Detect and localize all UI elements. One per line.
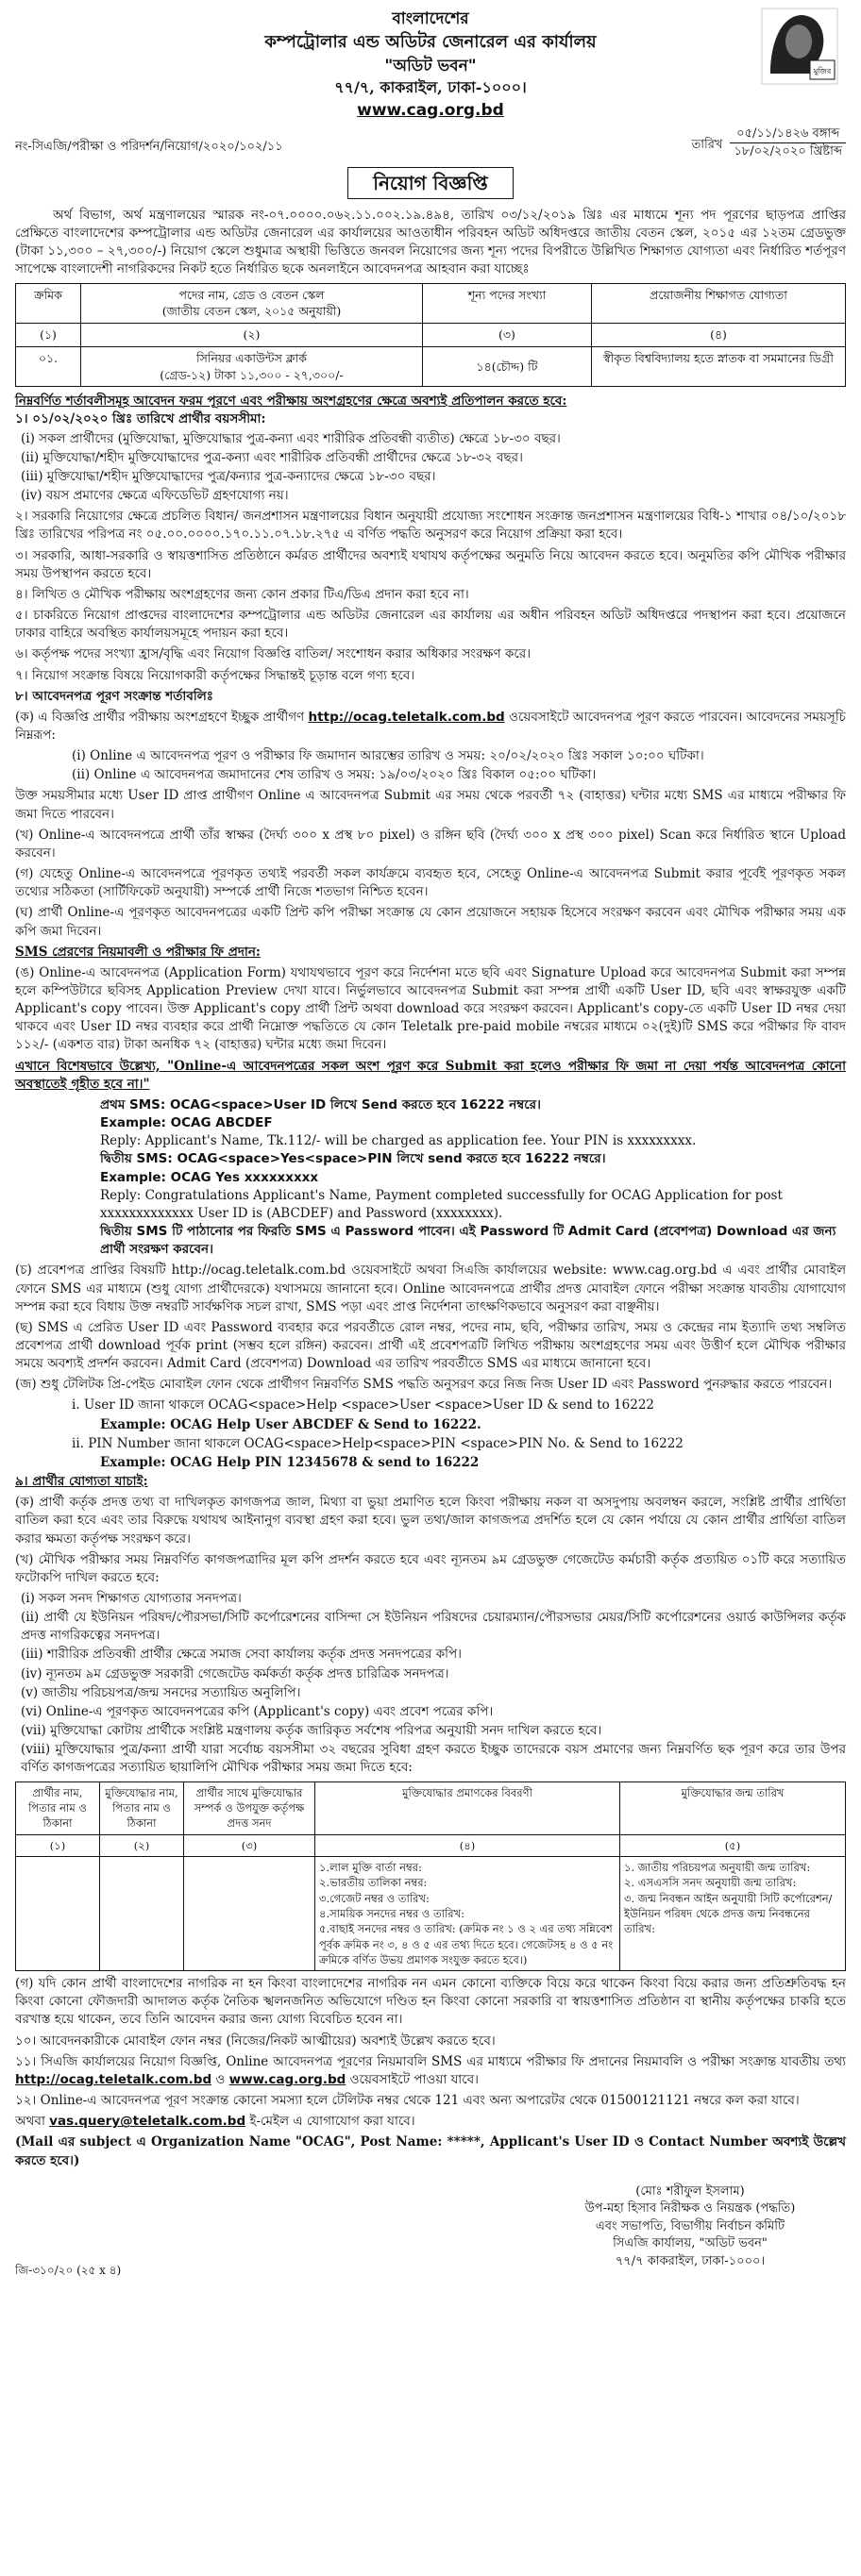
ff-table-header: মুক্তিযোদ্ধার নাম, পিতার নাম ও ঠিকানা (100, 1781, 184, 1834)
ff-table-colnum: (৫) (620, 1834, 846, 1856)
condition-item: ৬। কর্তৃপক্ষ পদের সংখ্যা হ্রাস/বৃদ্ধি এবং নিয়োগ বিজ্ঞপ্তি বাতিল/ সংশোধন করার অধিকার সংরক্ষণ করে। (15, 646, 532, 662)
closing-item-11 (15, 2053, 846, 2089)
application-ka (15, 709, 846, 744)
ff-proof-cell (315, 1856, 620, 1970)
sms-instructions (100, 1096, 846, 1259)
age-rule: (ii) মুক্তিযোদ্ধা/শহীদ মুক্তিযোদ্ধাদের পুত্র-কন্যা এবং শারীরিক প্রতিবন্ধী প্রার্থীদের ক্ষেত্রে ১৮-৩২ বছর। (21, 449, 523, 465)
print-code: জি-৩১০/২০ (২৫ x ৪) (15, 2264, 122, 2277)
sms-rules-title: SMS প্রেরণের নিয়মাবলী ও পরীক্ষার ফি প্রদান: (15, 944, 261, 960)
signature-block (534, 2183, 846, 2270)
ff-table-colnum: (৪) (315, 1834, 620, 1856)
email-prefix: অথবা (15, 2114, 45, 2130)
age-heading: ১। ০১/০২/২০২০ খ্রিঃ তারিখে প্রার্থীর বয়সসীমা: (15, 411, 266, 427)
post-name-cell (81, 346, 423, 387)
document-item: (iii) শারীরিক প্রতিবন্ধী প্রার্থীর ক্ষেত্রে সমাজ সেবা কার্যালয় কর্তৃক প্রদত্ত সনদপত্রের কপি। (21, 1647, 462, 1663)
table-row (16, 1856, 846, 1970)
application-umo: (ঙ) Online-এ আবেদনপত্র (Application Form) যথাযথভাবে পূরণ করে নির্দেশনা মতে ছবি এবং Signature Upload করে আবেদনপত্র Submit করা সম্পন্ন হলে কম্পিউটারে ছবিসহ Application Preview দেখা যাবে। নির্ভুলভাবে আবেদনপত্র Submit করা সম্পন্ন প্রার্থী একটি User ID, ছবি এবং স্বাক্ষরযুক্ত একটি Applicant's copy পাবেন। উক্ত Applicant's copy প্রার্থী প্রিন্ট অথবা download করে সংরক্ষণ করবেন। Applicant's copy-তে একটি User ID নম্বর দেয়া থাকবে এবং User ID নম্বর ব্যবহার করে প্রার্থী নিম্নোক্ত পদ্ধতিতে যে কোন Teletalk pre-paid mobile নম্বরের মাধ্যমে ০২(দুই)টি SMS করে পরীক্ষার ফি বাবদ ১১২/- (একশত বার) টাকা অনধিক ৭২ (বাহাত্তর) ঘন্টার মধ্যে জমা দিবেন। (15, 964, 846, 1053)
post-table-header: পদের নাম, গ্রেড ও বেতন স্কেল (জাতীয় বেতন স্কেল, ২০১৫ অনুযায়ী) (81, 283, 423, 324)
office-header (15, 8, 846, 122)
memo-number: নং-সিএজি/পরীক্ষা ও পরিদর্শন/নিয়োগ/২০২০/১০২/১১ (15, 139, 283, 154)
conditions-heading: নিম্নবর্ণিত শর্তাবলীসমূহ আবেদন ফরম পূরণে এবং পরীক্ষায় অংশগ্রহণের ক্ষেত্রে অবশ্যই প্রতিপালন করতে হবে: (15, 393, 567, 410)
document-item: (iv) ন্যূনতম ৯ম গ্রেডভুক্ত সরকারী গেজেটেড কর্মকর্তা কর্তৃক প্রদত্ত চারিত্রিক সনদপত্র। (21, 1665, 449, 1681)
ff-empty-cell (184, 1856, 315, 1970)
application-gha: (ঘ) প্রার্থী Online-এ পূরণকৃত আবেদনপত্রের একটি প্রিন্ট কপি পরীক্ষা সংক্রান্ত যে কোন প্রয়োজনে সহায়ক হিসেবে সংরক্ষণ করবেন এবং মৌখিক পরীক্ষার সময় এক কপি জমা দিবেন। (15, 905, 847, 939)
application-ka-suffix: ওয়েবসাইটে আবেদনপত্র পূরণ করতে পারবেন। আবেদনের সময়সূচি নিম্নরূপ: (15, 709, 846, 743)
eligibility-kha: (খ) মৌখিক পরীক্ষার সময় নিম্নবর্ণিত কাগজপত্রাদির মূল কপি প্রদর্শন করতে হবে এবং ন্যূনতম ৯ম গ্রেডভুক্ত গেজেটেড কর্মচারী কর্তৃক প্রত্যয়িত ০১টি করে সত্যায়িত ফটোকপি দাখিল করতে হবে: (15, 1551, 846, 1585)
condition-item: ৫। চাকরিতে নিয়োগ প্রাপ্তদের বাংলাদেশের কম্পট্রোলার এন্ড অডিটর জেনারেল এর কার্যালয় এর অধীন পরিবহন অডিট অধিদপ্তরে পদস্থাপন করা হবে। প্রয়োজনে ঢাকার বাহিরে অবস্থিত কার্যালয়সমূহে পদায়ন করা হবে। (15, 608, 846, 642)
header-address: ৭৭/৭, কাকরাইল, ঢাকা-১০০০। (334, 77, 527, 96)
post-qualification: স্বীকৃত বিশ্ববিদ্যালয় হতে স্নাতক বা সমমানের ডিগ্রী (592, 346, 846, 387)
freedom-fighter-table (15, 1781, 846, 1972)
ff-proof-item: ২.ভারতীয় তালিকা নম্বর: (319, 1876, 428, 1890)
ff-table-colnum: (২) (100, 1834, 184, 1856)
ff-table-header: মুক্তিযোদ্ধার জন্ম তারিখ (620, 1781, 846, 1834)
ff-proof-item: ৫.বাছাই সনদের নম্বর ও তারিখ: (ক্রমিক নং ১ ও ২ এর তথ্য সন্নিবেশ পূর্বক ক্রমিক নং ৩, ৪ ও ৫ এর তথ্য দিতে হবে। গেজেটসহ ৪ ও ৫ নং ক্রমিকে বর্ণিত উভয় প্রমাণক সংযুক্ত করতে হবে।) (319, 1922, 614, 1966)
document-item: (i) সকল সনদ শিক্ষাগত যোগ্যতার সনদপত্র। (21, 1591, 242, 1606)
ff-birth-item: ২. এসএসসি সনদ অনুযায়ী জন্ম তারিখ: (624, 1876, 797, 1890)
condition-item: ৪। লিখিত ও মৌখিক পরীক্ষায় অংশগ্রহণের জন্য কোন প্রকার টিএ/ডিএ প্রদান করা হবে না। (15, 586, 469, 602)
post-grade: (গ্রেড-১২) টাকা ১১,৩০০ - ২৭,৩০০/- (160, 367, 344, 382)
signatory-address: ৭৭/৭ কাকরাইল, ঢাকা-১০০০। (615, 2253, 766, 2268)
notice-title: নিয়োগ বিজ্ঞপ্তি (347, 167, 514, 199)
ff-empty-cell (100, 1856, 184, 1970)
notice-page (15, 0, 846, 2279)
sms2-note: দ্বিতীয় SMS টি পাঠানোর পর ফিরতি SMS এ Password পাবেন। এই Password টি Admit Card (প্রবেশপত্র) Download এর জন্য প্রার্থী সংরক্ষণ করবেন। (100, 1224, 836, 1258)
age-rule: (iv) বয়স প্রমাণের ক্ষেত্রে এফিডেভিট গ্রহণযোগ্য নয়। (21, 488, 289, 504)
ff-proof-item: ১.লাল মুক্তি বার্তা নম্বর: (319, 1860, 422, 1874)
application-kha: (খ) Online-এ আবেদনপত্রে প্রার্থী তাঁর স্বাক্ষর (দৈর্ঘ্য ৩০০ x প্রস্থ ৮০ pixel) ও রঙ্গিন ছবি (দৈর্ঘ্য ৩০০ x প্রস্থ ৩০০ pixel) Scan করে নির্ধারিত স্থানে Upload করবেন। (15, 827, 846, 861)
condition-item: ৮। আবেদনপত্র পূরণ সংক্রান্ত শর্তাবলিঃ (15, 688, 213, 704)
application-cha: (চ) প্রবেশপত্র প্রাপ্তির বিষয়টি http://ocag.teletalk.com.bd ওয়েবসাইটে অথবা সিএজি কার্যালয়ের website: www.cag.org.bd এ এবং প্রার্থীর মোবাইল ফোনে SMS এর মাধ্যমে (শুধু যোগ্য প্রার্থীদেরকে) যথাসময়ে জানানো হবে। Online আবেদনপত্রে প্রার্থীর প্রদত্ত মোবাইল ফোনে পরীক্ষা সংক্রান্ত যাবতীয় যোগাযোগ সম্পন্ন করা হবে বিধায় উক্ত নম্বরটি সার্বক্ষণিক সচল রাখা, SMS পড়া এবং প্রাপ্ত নির্দেশনা তাৎক্ষণিকভাবে অনুসরণ করা বাঞ্ছনীয়। (15, 1263, 846, 1314)
cag-website-link[interactable]: www.cag.org.bd (228, 2071, 346, 2087)
age-rule: (iii) মুক্তিযোদ্ধা/শহীদ মুক্তিযোদ্ধাদের পুত্র/কন্যার পুত্র-কন্যাদের ক্ষেত্রে ১৮-৩০ বছর। (21, 468, 436, 484)
fee-warning: এখানে বিশেষভাবে উল্লেখ্য, "Online-এ আবেদনপত্রের সকল অংশ পূরণ করে Submit করা হলেও পরীক্ষার ফি জমা না দেয়া পর্যন্ত আবেদনপত্র কোনো অবস্থাতেই গৃহীত হবে না।" (15, 1058, 846, 1092)
post-table-header: প্রয়োজনীয় শিক্ষাগত যোগ্যতা (592, 283, 846, 324)
ff-table-colnum: (৩) (184, 1834, 315, 1856)
sms2-reply: Reply: Congratulations Applicant's Name, Payment completed successfully for OCAG Application for post xxxxxxxxxxxxx User ID is (ABCDEF) and Password (xxxxxxxx). (100, 1187, 783, 1221)
eligibility-heading: ৯। প্রার্থীর যোগ্যতা যাচাই: (15, 1474, 148, 1490)
ff-proof-item: ৪.সাময়িক সনদের নম্বর ও তারিখ: (319, 1906, 465, 1920)
support-email-line (15, 2113, 846, 2131)
application-chha: (ছ) SMS এ প্রেরিত User ID এবং Password ব্যবহার করে পরবর্তীতে রোল নম্বর, পদের নাম, ছবি, পরীক্ষার তারিখ, সময় ও কেন্দ্রের নাম ইত্যাদি তথ্য সম্বলিত প্রবেশপত্র প্রার্থী download পূর্বক print (সম্ভব হলে রঙ্গিন) করবেন। প্রার্থী এই প্রবেশপত্রটি লিখিত পরীক্ষায় অংশগ্রহণের সময় এবং উত্তীর্ণ হলে মৌখিক পরীক্ষার সময়ে অবশ্যই প্রদর্শন করবেন। Admit Card (প্রবেশপত্র) Download এর তারিখ পরবর্তীতে SMS এর মাধ্যমে জানানো হবে। (15, 1319, 846, 1372)
date-label: তারিখ (691, 137, 723, 152)
recover-pin: ii. PIN Number জানা থাকলে OCAG<space>Help<space>PIN <space>PIN No. & Send to 16222 (72, 1435, 684, 1451)
sms-deadline-note: উক্ত সময়সীমার মধ্যে User ID প্রাপ্ত প্রার্থীগণ Online এ আবেদনপত্র Submit এর সময় থেকে পরবর্তী ৭২ (বাহাত্তর) ঘন্টার মধ্যে SMS এর মাধ্যমে পরীক্ষার ফি জমা দিতে পারবেন। (15, 788, 846, 822)
post-vacancy: ১৪(চৌদ্দ) টি (423, 346, 592, 387)
ff-table-colnum: (১) (16, 1834, 100, 1856)
date-bangla: ০৫/১১/১৪২৬ বঙ্গাব্দ (730, 125, 846, 143)
post-table-colnum: (১) (16, 324, 81, 347)
ff-birth-item: ১. জাতীয় পরিচয়পত্র অনুযায়ী জন্ম তারিখ: (624, 1860, 811, 1874)
closing-item: ১২। Online-এ আবেদনপত্র পূরণ সংক্রান্ত কোনো সমস্যা হলে টেলিটক নম্বর থেকে 121 এবং অন্য অপারেটর থেকে 01500121121 নম্বরে কল করা যাবে। (15, 2093, 800, 2109)
signatory-role: এবং সভাপতি, বিভাগীয় নির্বাচন কমিটি (595, 2218, 785, 2233)
ff-empty-cell (16, 1856, 100, 1970)
item11-suffix: ওয়েবসাইটে পাওয়া যাবে। (349, 2071, 479, 2087)
header-country: বাংলাদেশের (392, 9, 469, 28)
age-rule: (i) সকল প্রার্থীদের (মুক্তিযোদ্ধা, মুক্তিযোদ্ধার পুত্র-কন্যা এবং শারীরিক প্রতিবন্ধী ব্যতীত) ক্ষেত্রে ১৮-৩০ বছর। (21, 430, 561, 446)
date-block (692, 125, 847, 161)
post-table-colnum: (২) (81, 324, 423, 347)
sms2-example: Example: OCAG Yes xxxxxxxxx (100, 1169, 319, 1185)
post-serial: ০১. (16, 346, 81, 387)
post-table-colnum: (৩) (423, 324, 592, 347)
signatory-name: (মোঃ শরীফুল ইসলাম) (635, 2183, 745, 2199)
ff-proof-item: ৩.গেজেট নম্বর ও তারিখ: (319, 1891, 430, 1905)
ff-table-header: মুক্তিযোদ্ধার প্রমাণকের বিবরণী (315, 1781, 620, 1834)
condition-item: ২। সরকারি নিয়োগের ক্ষেত্রে প্রচলিত বিধান/ জনপ্রশাসন মন্ত্রণালয়ের বিধান অনুযায়ী প্রযোজ্য সংশোধন সংক্রান্ত জনপ্রশাসন মন্ত্রণালয়ের বিধি-১ শাখার ০৪/১০/২০১৮ খ্রিঃ তারিখের পরিপত্র নং ০৫.০০.০০০০.১৭০.১১.০৭.১৮.২৭৫ এ বর্ণিত পদ্ধতি অনুসরণ করে নিয়োগ প্রক্রিয়া করা হবে। (15, 509, 846, 543)
support-email-link[interactable]: vas.query@teletalk.com.bd (49, 2114, 246, 2130)
sms1-label: প্রথম SMS: OCAG<space>User ID লিখে Send করতে হবে 16222 নম্বরে। (100, 1096, 541, 1112)
document-item: (viii) মুক্তিযোদ্ধার পুত্র/কন্যা প্রার্থী যারা সর্বোচ্চ বয়সসীমা ৩২ বছরের সুবিধা গ্রহণ করতে ইচ্ছুক তাদেরকে বয়স প্রমাণের জন্য নিম্নবর্ণিত ছক পূরণ করে তার উপর বর্ণিত কাগজপত্রের সত্যায়িত ছায়ালিপি মৌখিক পরীক্ষার সময় জমা দিতে হবে: (21, 1742, 846, 1776)
recover-pin-example: Example: OCAG Help PIN 12345678 & send to 16222 (100, 1454, 480, 1470)
post-table-colnum: (৪) (592, 324, 846, 347)
condition-item: ৭। নিয়োগ সংক্রান্ত বিষয়ে নিয়োগকারী কর্তৃপক্ষের সিদ্ধান্তই চূড়ান্ত বলে গণ্য হবে। (15, 667, 415, 683)
sms1-example: Example: OCAG ABCDEF (100, 1115, 273, 1131)
item11-mid: ও (215, 2071, 226, 2087)
sms1-reply: Reply: Applicant's Name, Tk.112/- will be charged as application fee. Your PIN is xxxxxxxxx. (100, 1133, 697, 1149)
post-table-header: শূন্য পদের সংখ্যা (423, 283, 592, 324)
intro-paragraph: অর্থ বিভাগ, অর্থ মন্ত্রণালয়ের স্মারক নং-০৭.০০০০.০৬২.১১.০০২.১৯.৪৯৪, তারিখ ০৩/১২/২০১৯ খ্রিঃ এর মাধ্যমে শূন্য পদ পূরণের ছাড়পত্র প্রাপ্তির প্রেক্ষিতে বাংলাদেশের কম্পট্রোলার এন্ড অডিটর জেনারেল এর কার্যালয়ের আওতাধীন পরিবহন অডিট অধিদপ্তরে জাতীয় বেতন স্কেল, ২০১৫ এর ১২তম গ্রেডভুক্ত (টাকা ১১,৩০০ – ২৭,৩০০/-) নিয়োগ স্কেলে শুধুমাত্র অস্থায়ী ভিত্তিতে জনবল নিয়োগের জন্য শূন্য পদের বিপরীতে উল্লিখিত শিক্ষাগত যোগ্যতা এবং নির্ধারিত শর্তপূরণ সাপেক্ষে বাংলাদেশী নাগরিকদের নিকট হতে নির্ধারিত ছকে অনলাইনে আবেদনপত্র আহবান করা যাচ্ছেঃ (15, 207, 846, 277)
ff-table-header: প্রার্থীর নাম, পিতার নাম ও ঠিকানা (16, 1781, 100, 1834)
ff-birth-item: ৩. জন্ম নিবন্ধন আইন অনুযায়ী সিটি কর্পোরেশন/ইউনিয়ন পরিষদ থেকে প্রদত্ত জন্ম নিবন্ধনের তারিখ: (624, 1891, 833, 1936)
post-table (15, 283, 846, 388)
eligibility-ka: (ক) প্রার্থী কর্তৃক প্রদত্ত তথ্য বা দাখিলকৃত কাগজপত্র জাল, মিথ্যা বা ভুয়া প্রমাণিত হলে কিংবা পরীক্ষায় নকল বা অসদুপায় অবলম্বন করলে, সংশ্লিষ্ট প্রার্থীর প্রার্থিতা বাতিল করা হবে এবং তার বিরুদ্ধে যথাযথ আইনানুগ ব্যবস্থা গ্রহণ করা হবে। ভুল তথ্য/জাল কাগজপত্র প্রদর্শিত হলে যে কোন পর্যায়ে যে কোন প্রার্থীর প্রার্থিতা বাতিল করার ক্ষমতা কর্তৃপক্ষ সংরক্ষণ করে। (15, 1495, 846, 1547)
signatory-office: সিএজি কার্যালয়, "অডিট ভবন" (613, 2236, 768, 2251)
post-table-header: ক্রমিক (16, 283, 81, 324)
recover-user-id-example: Example: OCAG Help User ABCDEF & Send to 16222. (100, 1416, 481, 1432)
closing-item: ১০। আবেদনকারীকে মোবাইল ফোন নম্বর (নিজের/নিকট আত্মীয়ের) অবশ্যই উল্লেখ করতে হবে। (15, 2032, 496, 2049)
closing-ga: (গ) যদি কোন প্রার্থী বাংলাদেশের নাগরিক না হন কিংবা বাংলাদেশের নাগরিক নন এমন কোনো ব্যক্তিকে বিয়ে করে থাকেন কিংবা বিয়ে করার জন্য প্রতিশ্রুতিবদ্ধ হন কিংবা কোনো ফৌজদারী আদালত কর্তৃক নৈতিক স্খলনজনিত অভিযোগে দণ্ডিত হন কিংবা কোনো সরকারি বা স্বায়ত্তশাসিত প্রতিষ্ঠান বা স্থানীয় কর্তৃপক্ষের চাকরি হতে বরখাস্ত হয়ে থাকেন, তবে তিনি আবেদন করার জন্য যোগ্য বিবেচিত হবেন না। (15, 1976, 846, 2028)
table-row (16, 346, 846, 387)
application-ga: (গ) যেহেতু Online-এ আবেদনপত্রে পূরণকৃত তথ্যই পরবর্তী সকল কার্যক্রমে ব্যবহৃত হবে, সেহেতু Online-এ আবেদনপত্র Submit করার পূর্বেই পূরণকৃত সকল তথ্যের সঠিকতা (সার্টিফিকেট অনুযায়ী) সম্পর্কে প্রার্থী নিজে শতভাগ নিশ্চিত হবেন। (15, 866, 846, 900)
teletalk-link[interactable]: http://ocag.teletalk.com.bd (308, 709, 505, 725)
ff-table-header: প্রার্থীর সাথে মুক্তিযোদ্ধার সম্পর্ক ও উপযুক্ত কর্তৃপক্ষ প্রদত্ত সনদ (184, 1781, 315, 1834)
schedule-item: (ii) Online এ আবেদনপত্র জমাদানের শেষ তারিখ ও সময়: ১৯/০৩/২০২০ খ্রিঃ বিকাল ০৫:০০ ঘটিকা। (72, 767, 597, 783)
email-suffix: ই-মেইল এ যোগাযোগ করা যাবে। (249, 2114, 415, 2130)
signatory-designation: উপ-মহা হিসাব নিরীক্ষক ও নিয়ন্ত্রক (পদ্ধতি) (584, 2201, 796, 2216)
post-name: সিনিয়র একাউন্টস ক্লার্ক (196, 350, 307, 365)
application-ka-prefix: (ক) এ বিজ্ঞপ্তি প্রার্থীর পরীক্ষায় অংশগ্রহণে ইচ্ছুক প্রার্থীগণ (15, 709, 305, 725)
date-english: ১৮/০২/২০২০ খ্রিষ্টাব্দ (734, 144, 842, 159)
document-item: (v) জাতীয় পরিচয়পত্র/জন্ম সনদের সত্যায়িত অনুলিপি। (21, 1684, 301, 1700)
document-item: (ii) প্রার্থী যে ইউনিয়ন পরিষদ/পৌরসভা/সিটি কর্পোরেশনের বাসিন্দা সে ইউনিয়ন পরিষদের চেয়ারম্যান/পৌরসভার মেয়র/সিটি কর্পোরেশনের ওয়ার্ড কাউন্সিলর কর্তৃক প্রদত্ত নাগরিকত্বের সনদপত্র। (21, 1610, 846, 1644)
reference-row (15, 125, 846, 161)
ff-birth-cell (620, 1856, 846, 1970)
teletalk-link[interactable]: http://ocag.teletalk.com.bd (15, 2071, 212, 2087)
mujib-borsho-logo-icon (761, 8, 838, 85)
item11-prefix: ১১। সিএজি কার্যালয়ের নিয়োগ বিজ্ঞপ্তি, Online আবেদনপত্র পূরণের নিয়মাবলি SMS এর মাধ্যমে পরীক্ষার ফি প্রদানের নিয়মাবলি ও পরীক্ষা সংক্রান্ত যাবতীয় তথ্য (15, 2053, 846, 2069)
document-item: (vi) Online-এ পূরণকৃত আবেদনপত্রের কপি (Applicant's copy) এবং প্রবেশ পত্রের কপি। (21, 1703, 494, 1719)
condition-item: ৩। সরকারি, আধা-সরকারি ও স্বায়ত্তশাসিত প্রতিষ্ঠানে কর্মরত প্রার্থীদের অবশ্যই যথাযথ কর্তৃপক্ষের অনুমতি নিয়ে আবেদন করতে হবে। অনুমতির কপি মৌখিক পরীক্ষার সময় উপস্থাপন করতে হবে। (15, 547, 846, 581)
sms2-label: দ্বিতীয় SMS: OCAG<space>Yes<space>PIN লিখে send করতে হবে 16222 নম্বরে। (100, 1151, 606, 1167)
mail-subject-note: (Mail এর subject এ Organization Name "OCAG", Post Name: *****, Applicant's User ID ও Contact Number অবশ্যই উল্লেখ করতে হবে।) (15, 2134, 846, 2168)
schedule-item: (i) Online এ আবেদনপত্র পূরণ ও পরীক্ষার ফি জমাদান আরম্ভের তারিখ ও সময়: ২০/০২/২০২০ খ্রিঃ সকাল ১০:০০ ঘটিকা। (72, 748, 704, 764)
header-website-link[interactable]: www.cag.org.bd (357, 100, 504, 120)
header-office: কম্পট্রোলার এন্ড অডিটর জেনারেল এর কার্যালয় (264, 32, 597, 53)
svg-text:মুজিব: মুজিব (813, 67, 832, 75)
header-building: "অডিট ভবন" (384, 56, 477, 75)
application-ja: (জ) শুধু টেলিটক প্রি-পেইড মোবাইল ফোন থেকে প্রার্থীগণ নিম্নবর্ণিত SMS পদ্ধতি অনুসরণ করে নিজ নিজ User ID এবং Password পুনরুদ্ধার করতে পারবেন। (15, 1377, 833, 1393)
recover-user-id: i. User ID জানা থাকলে OCAG<space>Help <space>User <space>User ID & send to 16222 (72, 1397, 655, 1413)
document-item: (vii) মুক্তিযোদ্ধা কোটায় প্রার্থীকে সংশ্লিষ্ট মন্ত্রণালয় কর্তৃক জারিকৃত সর্বশেষ পরিপত্র অনুযায়ী সনদ দাখিল করতে হবে। (21, 1723, 602, 1739)
